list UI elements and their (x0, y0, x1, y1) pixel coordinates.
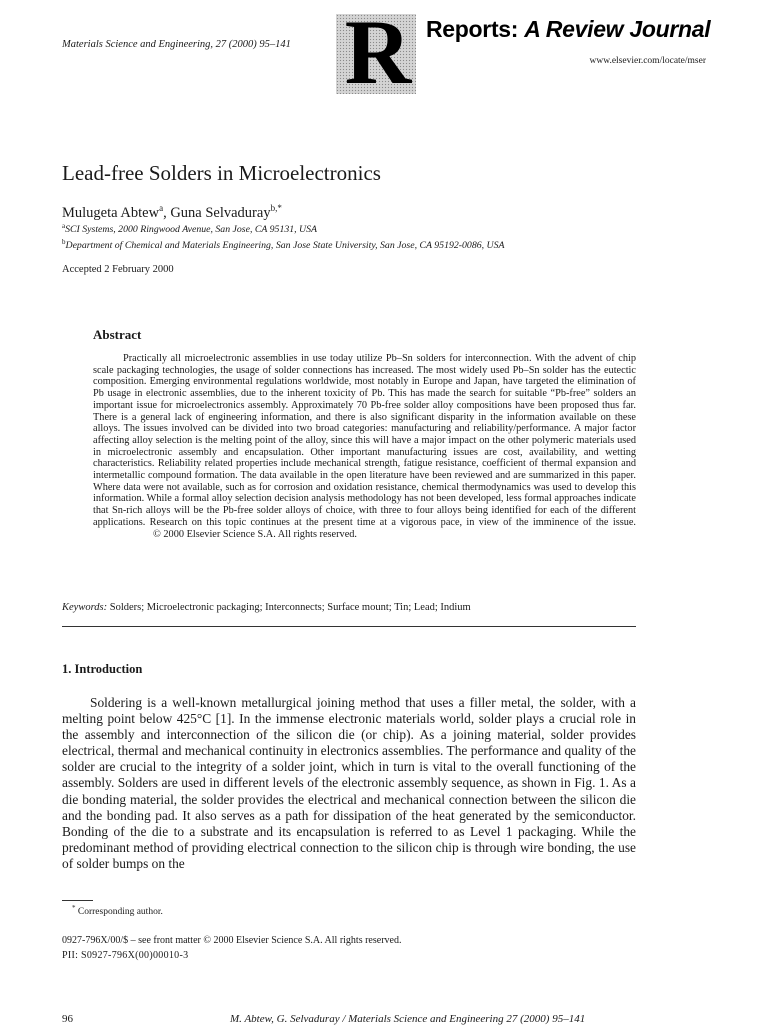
journal-citation: Materials Science and Engineering, 27 (2000) 95–141 (62, 39, 291, 50)
keywords-label: Keywords: (62, 602, 108, 613)
abstract-text: Practically all microelectronic assemblies in use today utilize Pb–Sn solders for interconnection. With the advent of chip scale packaging technologies, the usage of solder connections has increased. The most widely used Pb–Sn solder has the eutectic composition. Emerging environmental regulations worldwide, most notably in Europe and Japan, have targeted the elimination of Pb usage in electronic assemblies, due to the inherent toxicity of Pb. This has made the search for suitable “Pb-free” solders an important issue for microelectronics assembly. Approximately 70 Pb-free solder alloy compositions have been proposed thus far. There is a general lack of engineering information, and there is also significant disparity in the information available on these alloys. The issues involved can be divided into two broad categories: manufacturing and reliability/performance. A major factor affecting alloy selection is the melting point of the alloy, since this will have a major impact on the other polymeric materials used in microelectronic assembly and encapsulation. Other important manufacturing issues are cost, availability, and wetting characteristics. Reliability related properties include mechanical strength, fatigue resistance, coefficient of thermal expansion and intermetallic compound formation. The data available in the open literature have been reviewed and are summarized in this paper. Where data were not available, such as for corrosion and oxidation resistance, chemical thermodynamics was used to develop this information. While a formal alloy selection decision analysis methodology has not been developed, less formal approaches indicate that Sn-rich alloys will be the Pb-free solder alloys of choice, with three to four alloys being identified for each of the different applications. Research on this topic continues at the present time at a vigorous pace, in view of the imminence of the issue. (93, 353, 636, 528)
author-name: Guna Selvaduray (170, 205, 271, 221)
introduction-heading: 1. Introduction (62, 662, 143, 676)
footnote-divider (62, 900, 93, 901)
affiliation-mark: a (62, 222, 66, 230)
page-number: 96 (62, 1013, 73, 1025)
abstract-heading: Abstract (93, 327, 142, 342)
author-affiliation-mark: b,* (270, 203, 282, 213)
footnote-text: Corresponding author. (77, 907, 163, 917)
series-title-italic: A Review Journal (524, 16, 711, 42)
affiliation-text: Department of Chemical and Materials Engineering, San Jose State University, San Jose, CA 95192-0086, USA (65, 240, 505, 251)
author-affiliation-mark: a (159, 203, 164, 213)
abstract-body (93, 353, 636, 540)
affiliation-text: SCI Systems, 2000 Ringwood Avenue, San Jose, CA 95131, USA (65, 224, 317, 235)
running-head: M. Abtew, G. Selvaduray / Materials Science and Engineering 27 (2000) 95–141 (230, 1013, 586, 1025)
journal-series-title (426, 16, 710, 43)
author-list (62, 205, 282, 222)
keywords (62, 602, 471, 613)
journal-logo-letter: R (344, 1, 412, 103)
footnote-mark: * (72, 904, 76, 912)
keywords-text: Solders; Microelectronic packaging; Interconnects; Surface mount; Tin; Lead; Indium (109, 602, 471, 613)
introduction-body: Soldering is a well-known metallurgical joining method that uses a filler metal, the solder, with a melting point below 425°C [1]. In the immense electronic materials world, solder plays a crucial role in the assembly and interconnection of the silicon die (or chip). As a joining material, solder provides electrical, thermal and mechanical continuity in electronics assemblies. The performance and quality of the solder are crucial to the integrity of a solder joint, which in turn is vital to the overall functioning of the assembly. Solders are used in different levels of the electronic assembly sequence, as shown in Fig. 1. As a die bonding material, the solder provides the electrical and mechanical connection between the silicon die and the bonding pad. It also serves as a path for dissipation of the heat generated by the semiconductor. Bonding of the die to a substrate and its encapsulation is referred to as Level 1 packaging. While the predominant method of providing electrical connection to the silicon chip is through wire bonding, the use of solder bumps on the (62, 695, 636, 871)
series-title-main: Reports: (426, 16, 525, 42)
author-separator: , (163, 205, 171, 221)
author-name: Mulugeta Abtew (62, 205, 160, 221)
affiliation-mark: b (62, 238, 66, 246)
affiliation-b (62, 240, 504, 251)
section-divider (62, 626, 636, 627)
pii-line: PII: S0927-796X(00)00010-3 (62, 950, 189, 961)
accepted-date: Accepted 2 February 2000 (62, 264, 174, 275)
corresponding-author-footnote (72, 904, 163, 917)
paper-title: Lead-free Solders in Microelectronics (62, 161, 381, 185)
affiliation-a (62, 224, 317, 235)
issn-line: 0927-796X/00/$ – see front matter © 2000 Elsevier Science S.A. All rights reserved. (62, 935, 402, 946)
journal-url-link[interactable]: www.elsevier.com/locate/mser (589, 56, 706, 66)
abstract-copyright: © 2000 Elsevier Science S.A. All rights reserved. (153, 528, 357, 540)
